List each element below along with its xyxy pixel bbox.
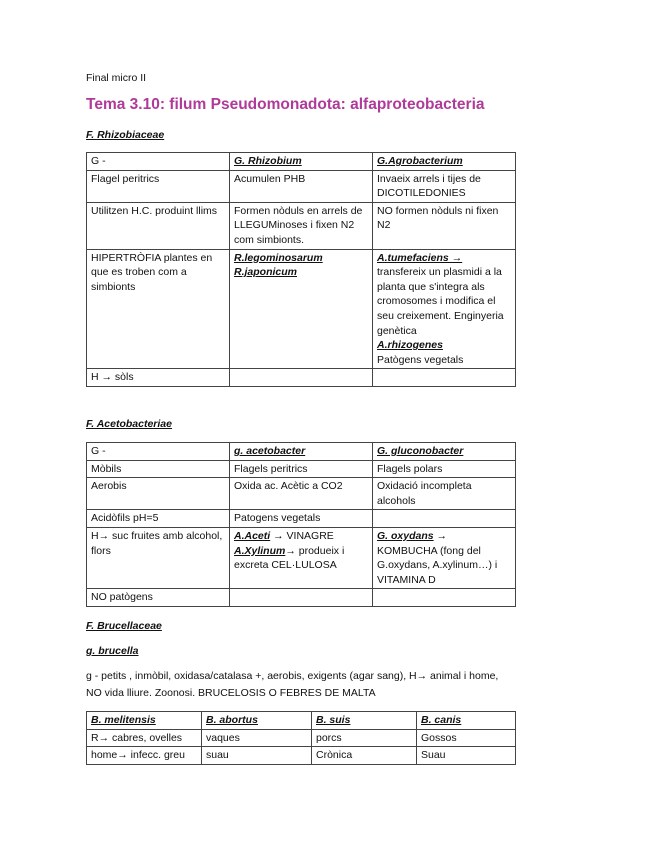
species-name: G. oxydans bbox=[377, 529, 434, 542]
table-cell: Flagels polars bbox=[373, 460, 516, 478]
page-title: Tema 3.10: filum Pseudomonadota: alfaproteobacteria bbox=[86, 96, 485, 113]
table-cell: Gossos bbox=[417, 729, 516, 747]
table-row bbox=[87, 153, 516, 171]
table-header-cell: G.Agrobacterium bbox=[373, 153, 516, 171]
table-cell: Flagel peritrics bbox=[87, 170, 230, 202]
section-heading-acetobacteriae: F. Acetobacteriae bbox=[86, 418, 172, 430]
table-cell: Formen nòduls en arrels de LLEGUMinoses i fixen N2 com simbionts. bbox=[230, 202, 373, 249]
table-cell: Patogens vegetals bbox=[230, 510, 373, 528]
cell-line bbox=[234, 544, 368, 573]
table-cell: Mòbils bbox=[87, 460, 230, 478]
species-name: A.tumefaciens → bbox=[377, 251, 463, 264]
section-heading-brucellaceae: F. Brucellaceae bbox=[86, 620, 162, 632]
table-cell: Utilitzen H.C. produint llims bbox=[87, 202, 230, 249]
table-cell bbox=[373, 527, 516, 588]
table-cell: Aerobis bbox=[87, 478, 230, 510]
table-cell: Crònica bbox=[312, 747, 417, 765]
species-name: A.Xylinum bbox=[234, 544, 286, 557]
table-header-cell: B. canis bbox=[417, 712, 516, 730]
table-cell: NO formen nòduls ni fixen N2 bbox=[373, 202, 516, 249]
species-name: A.Aceti bbox=[234, 529, 271, 542]
table-row bbox=[87, 170, 516, 202]
table-cell: porcs bbox=[312, 729, 417, 747]
cell-text: Patògens vegetals bbox=[377, 353, 464, 366]
table-cell: Flagels peritrics bbox=[230, 460, 373, 478]
genus-heading-brucella: g. brucella bbox=[86, 645, 139, 657]
table-row bbox=[87, 729, 516, 747]
table-header-cell: g. acetobacter bbox=[230, 443, 373, 461]
table-row bbox=[87, 527, 516, 588]
table-cell: NO patògens bbox=[87, 589, 230, 607]
table-cell: Invaeix arrels i tijes de DICOTILEDONIES bbox=[373, 170, 516, 202]
table-row bbox=[87, 460, 516, 478]
table-cell bbox=[230, 527, 373, 588]
brucella-table bbox=[86, 711, 516, 765]
rhizobiaceae-table bbox=[86, 152, 516, 387]
table-cell bbox=[230, 369, 373, 387]
table-row bbox=[87, 369, 516, 387]
table-cell bbox=[373, 589, 516, 607]
table-cell: Suau bbox=[417, 747, 516, 765]
acetobacteriae-table bbox=[86, 442, 516, 607]
table-header-cell: G. gluconobacter bbox=[373, 443, 516, 461]
cell-text: → produeix i excreta CEL·LULOSA bbox=[234, 544, 345, 572]
table-cell bbox=[373, 510, 516, 528]
table-cell: G - bbox=[87, 153, 230, 171]
table-header-cell: B. melitensis bbox=[87, 712, 202, 730]
table-row bbox=[87, 712, 516, 730]
table-cell: suau bbox=[202, 747, 312, 765]
table-row bbox=[87, 443, 516, 461]
table-header-cell: B. suis bbox=[312, 712, 417, 730]
table-cell: HIPERTRÒFIA plantes en que es troben com a simbionts bbox=[87, 249, 230, 369]
table-cell: vaques bbox=[202, 729, 312, 747]
species-name: R.japonicum bbox=[234, 266, 298, 279]
table-row bbox=[87, 589, 516, 607]
table-cell bbox=[230, 249, 373, 369]
brucella-description: g - petits , inmòbil, oxidasa/catalasa +, aerobis, exigents (agar sang), H→ animal i home, NO vida lliure. Zoonosi. BRUCELOSIS O FEBRES DE MALTA bbox=[86, 670, 499, 699]
table-row bbox=[87, 202, 516, 249]
section-heading-rhizobiaceae: F. Rhizobiaceae bbox=[86, 129, 165, 141]
table-row bbox=[87, 478, 516, 510]
table-header-cell: B. abortus bbox=[202, 712, 312, 730]
table-cell bbox=[373, 249, 516, 369]
table-cell: G - bbox=[87, 443, 230, 461]
table-cell bbox=[230, 589, 373, 607]
table-cell: H → sòls bbox=[87, 369, 230, 387]
table-cell: Acumulen PHB bbox=[230, 170, 373, 202]
table-header-cell: G. Rhizobium bbox=[230, 153, 373, 171]
cell-line bbox=[377, 529, 511, 544]
table-row bbox=[87, 747, 516, 765]
cell-text: transfereix un plasmidi a la planta que s'integra als cromosomes i modifica el seu creixement. Enginyeria genètica bbox=[377, 266, 504, 337]
table-cell: R→ cabres, ovelles bbox=[87, 729, 202, 747]
document-header: Final micro II bbox=[86, 72, 147, 84]
cell-line bbox=[234, 529, 368, 544]
table-row bbox=[87, 249, 516, 369]
cell-text: KOMBUCHA (fong del G.oxydans, A.xylinum…) i VITAMINA D bbox=[377, 544, 498, 586]
table-cell: Oxida ac. Acètic a CO2 bbox=[230, 478, 373, 510]
table-row bbox=[87, 510, 516, 528]
species-name: R.legominosarum bbox=[234, 251, 323, 264]
table-cell: Acidòfils pH=5 bbox=[87, 510, 230, 528]
species-name: A.rhizogenes bbox=[377, 339, 443, 352]
table-cell: Oxidació incompleta alcohols bbox=[373, 478, 516, 510]
table-cell bbox=[373, 369, 516, 387]
cell-text: → bbox=[433, 529, 448, 542]
table-cell: H→ suc fruites amb alcohol, flors bbox=[87, 527, 230, 588]
cell-text: → VINAGRE bbox=[270, 529, 334, 542]
table-cell: home→ infecc. greu bbox=[87, 747, 202, 765]
